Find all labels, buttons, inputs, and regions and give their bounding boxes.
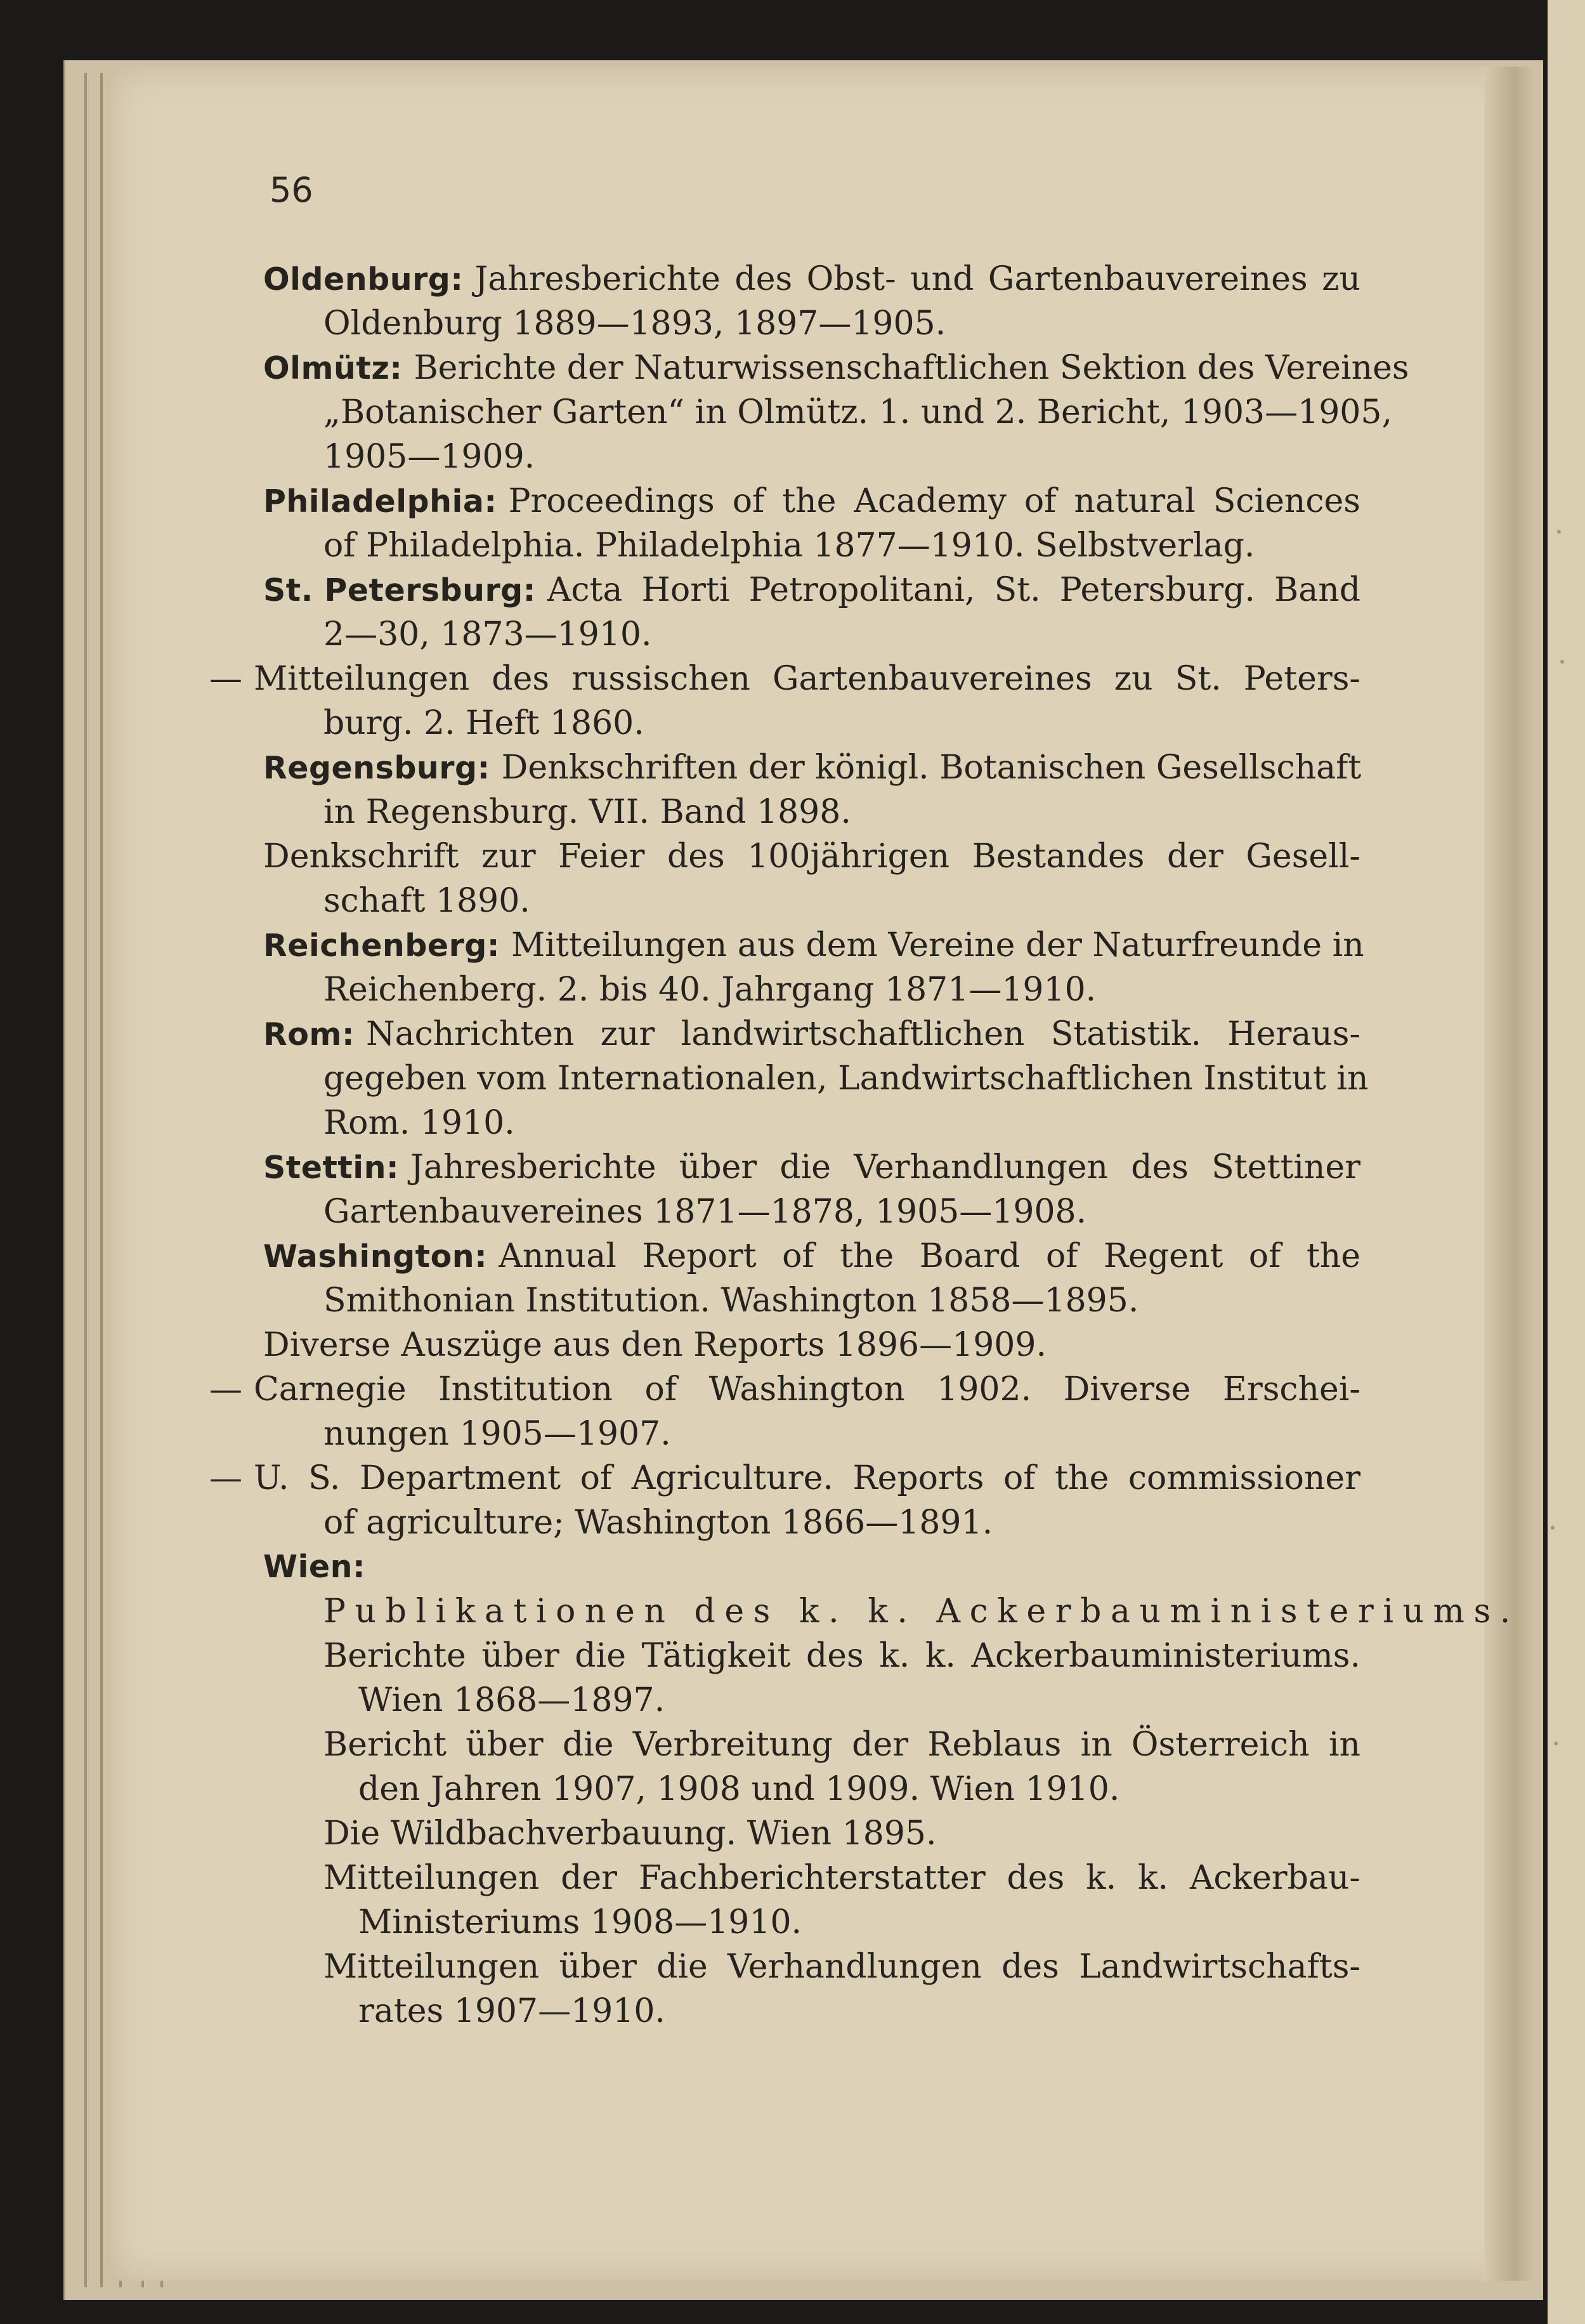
- city-heading: Wien: [263, 1549, 353, 1585]
- city-heading: Reichenberg: [263, 928, 487, 964]
- entry-line: Rom: Nachrichten zur landwirtschaftlichen Statistik. Heraus-: [263, 1012, 1360, 1056]
- entry: [263, 1589, 1520, 1634]
- entry-text: gegeben vom Internationalen, Landwirtschaftlichen Institut in: [323, 1060, 1369, 1098]
- margin-speck: [1554, 1742, 1558, 1745]
- entry-text: Ministeriums 1908—1910.: [358, 1903, 802, 1941]
- entry-text: Annual Report of the Board of Regent of the: [499, 1237, 1360, 1275]
- entry-text: of agriculture; Washington 1866—1891.: [323, 1504, 993, 1542]
- entry: [209, 657, 1360, 745]
- entry: [263, 1945, 1360, 2033]
- entry-line: [263, 701, 1360, 745]
- entry-text: Diverse Auszüge aus den Reports 1896—1909.: [263, 1326, 1047, 1364]
- book-spine-shadow: [1484, 67, 1535, 2281]
- entry-line: [263, 1634, 1360, 1678]
- entry-text: Proceedings of the Academy of natural Sciences: [508, 482, 1360, 520]
- entry-text: Berichte über die Tätigkeit des k. k. Ackerbauministeriums.: [323, 1637, 1360, 1675]
- entry-text: 2—30, 1873—1910.: [323, 615, 652, 653]
- entry-line: [263, 1278, 1360, 1323]
- city-heading: St. Petersburg: [263, 572, 523, 608]
- entry: [263, 1634, 1360, 1723]
- entry-line: [209, 1456, 1360, 1500]
- entry-text: nungen 1905—1907.: [323, 1415, 671, 1453]
- entry-text: Bericht über die Verbreitung der Reblaus in Österreich in: [323, 1726, 1360, 1764]
- entry-text: den Jahren 1907, 1908 und 1909. Wien 1910.: [358, 1770, 1120, 1808]
- entry: [263, 346, 1409, 479]
- entry-line: [263, 1900, 1360, 1945]
- ditto-dash: —: [209, 1370, 242, 1408]
- entry-text: Jahresberichte des Obst- und Gartenbauvereines zu: [474, 260, 1360, 298]
- entry-line: [263, 523, 1360, 568]
- entry-line: [263, 1723, 1360, 1767]
- entry-text: Oldenburg 1889—1893, 1897—1905.: [323, 305, 946, 343]
- entry: [263, 1856, 1360, 1945]
- entry-text: Carnegie Institution of Washington 1902. Diverse Erschei-: [254, 1370, 1360, 1408]
- entry: [263, 1545, 1360, 1589]
- page-number: 56: [270, 170, 313, 210]
- entry-line: [263, 834, 1360, 879]
- entry-line: [263, 879, 1360, 923]
- entry: [263, 479, 1360, 568]
- city-heading: Washington: [263, 1238, 475, 1275]
- entry-text: rates 1907—1910.: [358, 1992, 665, 2030]
- entry: [263, 1145, 1360, 1234]
- entry-line: [263, 1811, 1360, 1856]
- entry-text: of Philadelphia. Philadelphia 1877—1910. Selbstverlag.: [323, 527, 1255, 565]
- entry-text: Gartenbauvereines 1871—1878, 1905—1908.: [323, 1193, 1087, 1231]
- entry-text: Berichte der Naturwissenschaftlichen Sektion des Vereines: [414, 349, 1409, 387]
- entry-line: [263, 1678, 1360, 1723]
- entry-line: Regensburg: Denkschriften der königl. Botanischen Gesellschaft: [263, 745, 1360, 790]
- entry-line: [263, 435, 1360, 479]
- city-heading: Rom: [263, 1016, 342, 1053]
- city-heading: Olmütz: [263, 350, 390, 386]
- entry-line: [209, 657, 1360, 701]
- entry-text: Mitteilungen der Fachberichterstatter des k. k. Ackerbau-: [323, 1859, 1360, 1897]
- adjacent-page-edge: [1548, 0, 1585, 2324]
- entry-text: Mitteilungen des russischen Gartenbauvereines zu St. Peters-: [254, 660, 1360, 698]
- entry-text: Mitteilungen über die Verhandlungen des Landwirtschafts-: [323, 1948, 1360, 1986]
- entry-text: Mitteilungen aus dem Vereine der Naturfreunde in: [511, 926, 1364, 964]
- entry-text: Nachrichten zur landwirtschaftlichen Statistik. Heraus-: [366, 1015, 1360, 1053]
- entry-line: [263, 1101, 1360, 1145]
- entry-line: Stettin: Jahresberichte über die Verhandlungen des Stettiner: [263, 1145, 1360, 1190]
- margin-speck: [1560, 660, 1564, 664]
- entry-line: Philadelphia: Proceedings of the Academy of natural Sciences: [263, 479, 1360, 523]
- entry: [263, 1723, 1360, 1811]
- entry-text: schaft 1890.: [323, 882, 530, 920]
- entry: [209, 1456, 1360, 1545]
- city-heading: Philadelphia: [263, 483, 485, 520]
- entry: [263, 745, 1360, 834]
- entry-text: in Regensburg. VII. Band 1898.: [323, 793, 851, 831]
- entry-text: 1905—1909.: [323, 438, 535, 476]
- entry-line: [263, 790, 1360, 834]
- entry-text: Smithonian Institution. Washington 1858—1895.: [323, 1282, 1139, 1320]
- entry-line: Olmütz: Berichte der Naturwissenschaftlichen Sektion des Vereines: [263, 346, 1360, 390]
- entry-line: [263, 1500, 1360, 1545]
- entry-line: Reichenberg: Mitteilungen aus dem Vereine der Naturfreunde in: [263, 923, 1360, 968]
- city-heading: Oldenburg: [263, 261, 451, 298]
- entry-line: [263, 1989, 1360, 2033]
- catalog-entries: [209, 257, 1520, 2033]
- entry-line: [263, 968, 1360, 1012]
- entry-text: Rom. 1910.: [323, 1104, 515, 1142]
- entry-line: [263, 1589, 1520, 1634]
- entry: [263, 1323, 1360, 1367]
- entry-text: Denkschrift zur Feier des 100jährigen Bestandes der Gesell-: [263, 837, 1360, 876]
- entry: [263, 568, 1360, 657]
- entry-line: [263, 1056, 1369, 1101]
- entry: [263, 1811, 1360, 1856]
- entry: [263, 1012, 1369, 1145]
- entry-line: Wien :: [263, 1545, 1360, 1589]
- entry-line: [263, 301, 1360, 346]
- entry-text: Reichenberg. 2. bis 40. Jahrgang 1871—1910.: [323, 971, 1097, 1009]
- entry-line: [263, 1323, 1360, 1367]
- margin-speck: [1557, 530, 1561, 534]
- ditto-dash: —: [209, 1459, 242, 1497]
- entry: [263, 257, 1360, 346]
- entry: [209, 1367, 1360, 1456]
- entry-line: [263, 1190, 1360, 1234]
- entry: [263, 1234, 1360, 1323]
- entry-line: Washington: Annual Report of the Board of Regent of the: [263, 1234, 1360, 1278]
- entry-line: St. Petersburg: Acta Horti Petropolitani, St. Petersburg. Band: [263, 568, 1360, 612]
- entry-text: Jahresberichte über die Verhandlungen des Stettiner: [410, 1148, 1360, 1186]
- page-edge: [100, 73, 103, 2287]
- entry-text: Wien 1868—1897.: [358, 1681, 665, 1719]
- entry-line: [209, 1367, 1360, 1412]
- entry-line: [263, 1856, 1360, 1900]
- entry-line: [263, 390, 1392, 435]
- entry: [263, 834, 1360, 923]
- city-heading: Stettin: [263, 1150, 386, 1186]
- margin-speck: [1551, 1526, 1555, 1530]
- entry-line: Oldenburg: Jahresberichte des Obst- und Gartenbauvereines zu: [263, 257, 1360, 301]
- page-edge: [84, 73, 87, 2287]
- entry-line: [263, 1412, 1360, 1456]
- entry-text: „Botanischer Garten“ in Olmütz. 1. und 2. Bericht, 1903—1905,: [323, 393, 1392, 431]
- entry-text: Publikationen des k. k. Ackerbauministeriums.: [323, 1592, 1520, 1631]
- entry-text: U. S. Department of Agriculture. Reports of the commissioner: [254, 1459, 1360, 1497]
- entry: [263, 923, 1364, 1012]
- city-heading: Regensburg: [263, 750, 478, 786]
- entry-line: [263, 1767, 1360, 1811]
- entry-text: burg. 2. Heft 1860.: [323, 704, 644, 742]
- entry-text: Denkschriften der königl. Botanischen Gesellschaft: [501, 749, 1362, 787]
- ditto-dash: —: [209, 660, 242, 698]
- entry-line: [263, 1945, 1360, 1989]
- entry-text: Acta Horti Petropolitani, St. Petersburg. Band: [547, 571, 1360, 609]
- entry-text: Die Wildbachverbauung. Wien 1895.: [323, 1815, 937, 1853]
- entry-line: [263, 612, 1360, 657]
